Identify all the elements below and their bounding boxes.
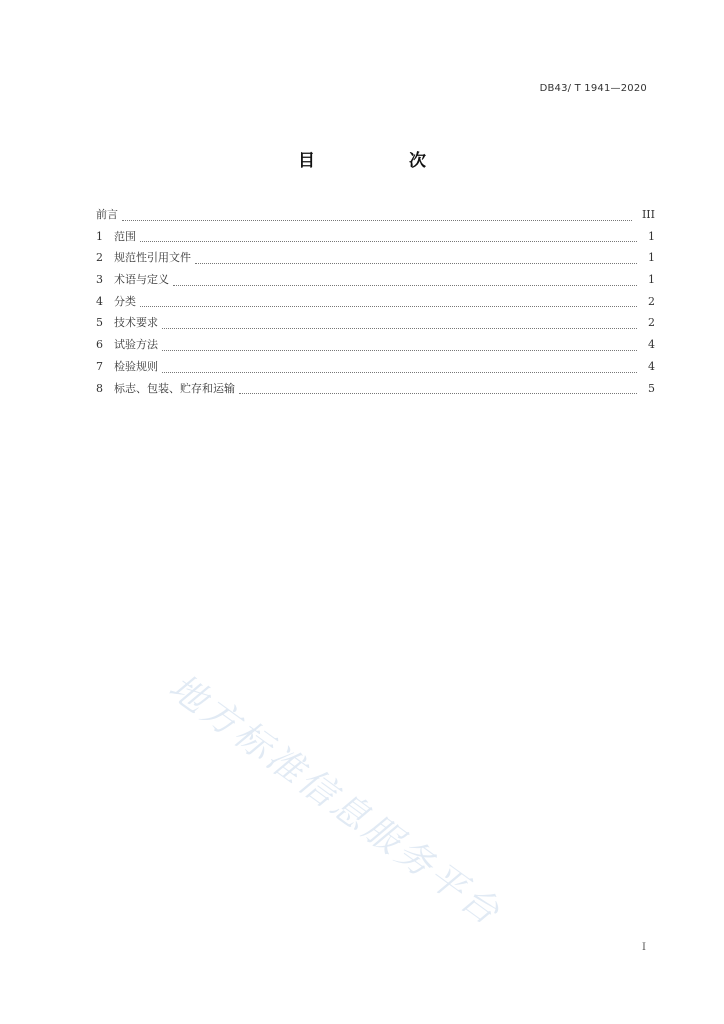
toc-label: 分类 [114, 294, 136, 308]
toc-page-number: 4 [648, 338, 655, 352]
table-of-contents [96, 206, 655, 401]
toc-page-number: 1 [648, 251, 655, 265]
toc-page-number: 1 [648, 273, 655, 287]
toc-page-number: 5 [648, 381, 655, 395]
toc-number: 5 [96, 316, 103, 330]
toc-entry-foreword[interactable] [96, 206, 655, 228]
dot-leader [162, 328, 637, 329]
toc-page-number: 4 [648, 359, 655, 373]
toc-number: 1 [96, 229, 103, 243]
toc-entry-3[interactable] [96, 271, 655, 293]
toc-number: 7 [96, 359, 103, 373]
toc-entry-8[interactable] [96, 380, 655, 402]
dot-leader [140, 306, 637, 307]
toc-entry-7[interactable] [96, 358, 655, 380]
standard-code: DB43/ T 1941—2020 [539, 83, 647, 94]
dot-leader [162, 350, 637, 351]
toc-entry-2[interactable] [96, 249, 655, 271]
toc-page-number: 1 [648, 229, 655, 243]
toc-label: 标志、包装、贮存和运输 [114, 381, 235, 395]
watermark: 地方标准信息服务平台 [161, 666, 509, 935]
toc-label: 规范性引用文件 [114, 251, 191, 265]
toc-number: 2 [96, 251, 103, 265]
toc-page-number: 2 [648, 316, 655, 330]
page-title: 目 次 [298, 151, 470, 171]
dot-leader [239, 393, 637, 394]
dot-leader [122, 220, 632, 221]
toc-entry-5[interactable] [96, 314, 655, 336]
toc-number: 3 [96, 273, 103, 287]
toc-number: 8 [96, 381, 103, 395]
toc-number: 6 [96, 338, 103, 352]
toc-label: 试验方法 [114, 338, 158, 352]
dot-leader [195, 263, 637, 264]
dot-leader [140, 241, 637, 242]
toc-label: 术语与定义 [114, 273, 169, 287]
toc-label: 范围 [114, 229, 136, 243]
toc-label: 检验规则 [114, 359, 158, 373]
toc-label: 技术要求 [114, 316, 158, 330]
dot-leader [162, 372, 637, 373]
toc-entry-1[interactable] [96, 228, 655, 250]
toc-label: 前言 [96, 208, 118, 221]
dot-leader [173, 285, 637, 286]
toc-entry-6[interactable] [96, 336, 655, 358]
toc-page-number: III [641, 208, 655, 221]
page-number: I [642, 942, 646, 953]
toc-entry-4[interactable] [96, 293, 655, 315]
toc-number: 4 [96, 294, 103, 308]
toc-page-number: 2 [648, 294, 655, 308]
